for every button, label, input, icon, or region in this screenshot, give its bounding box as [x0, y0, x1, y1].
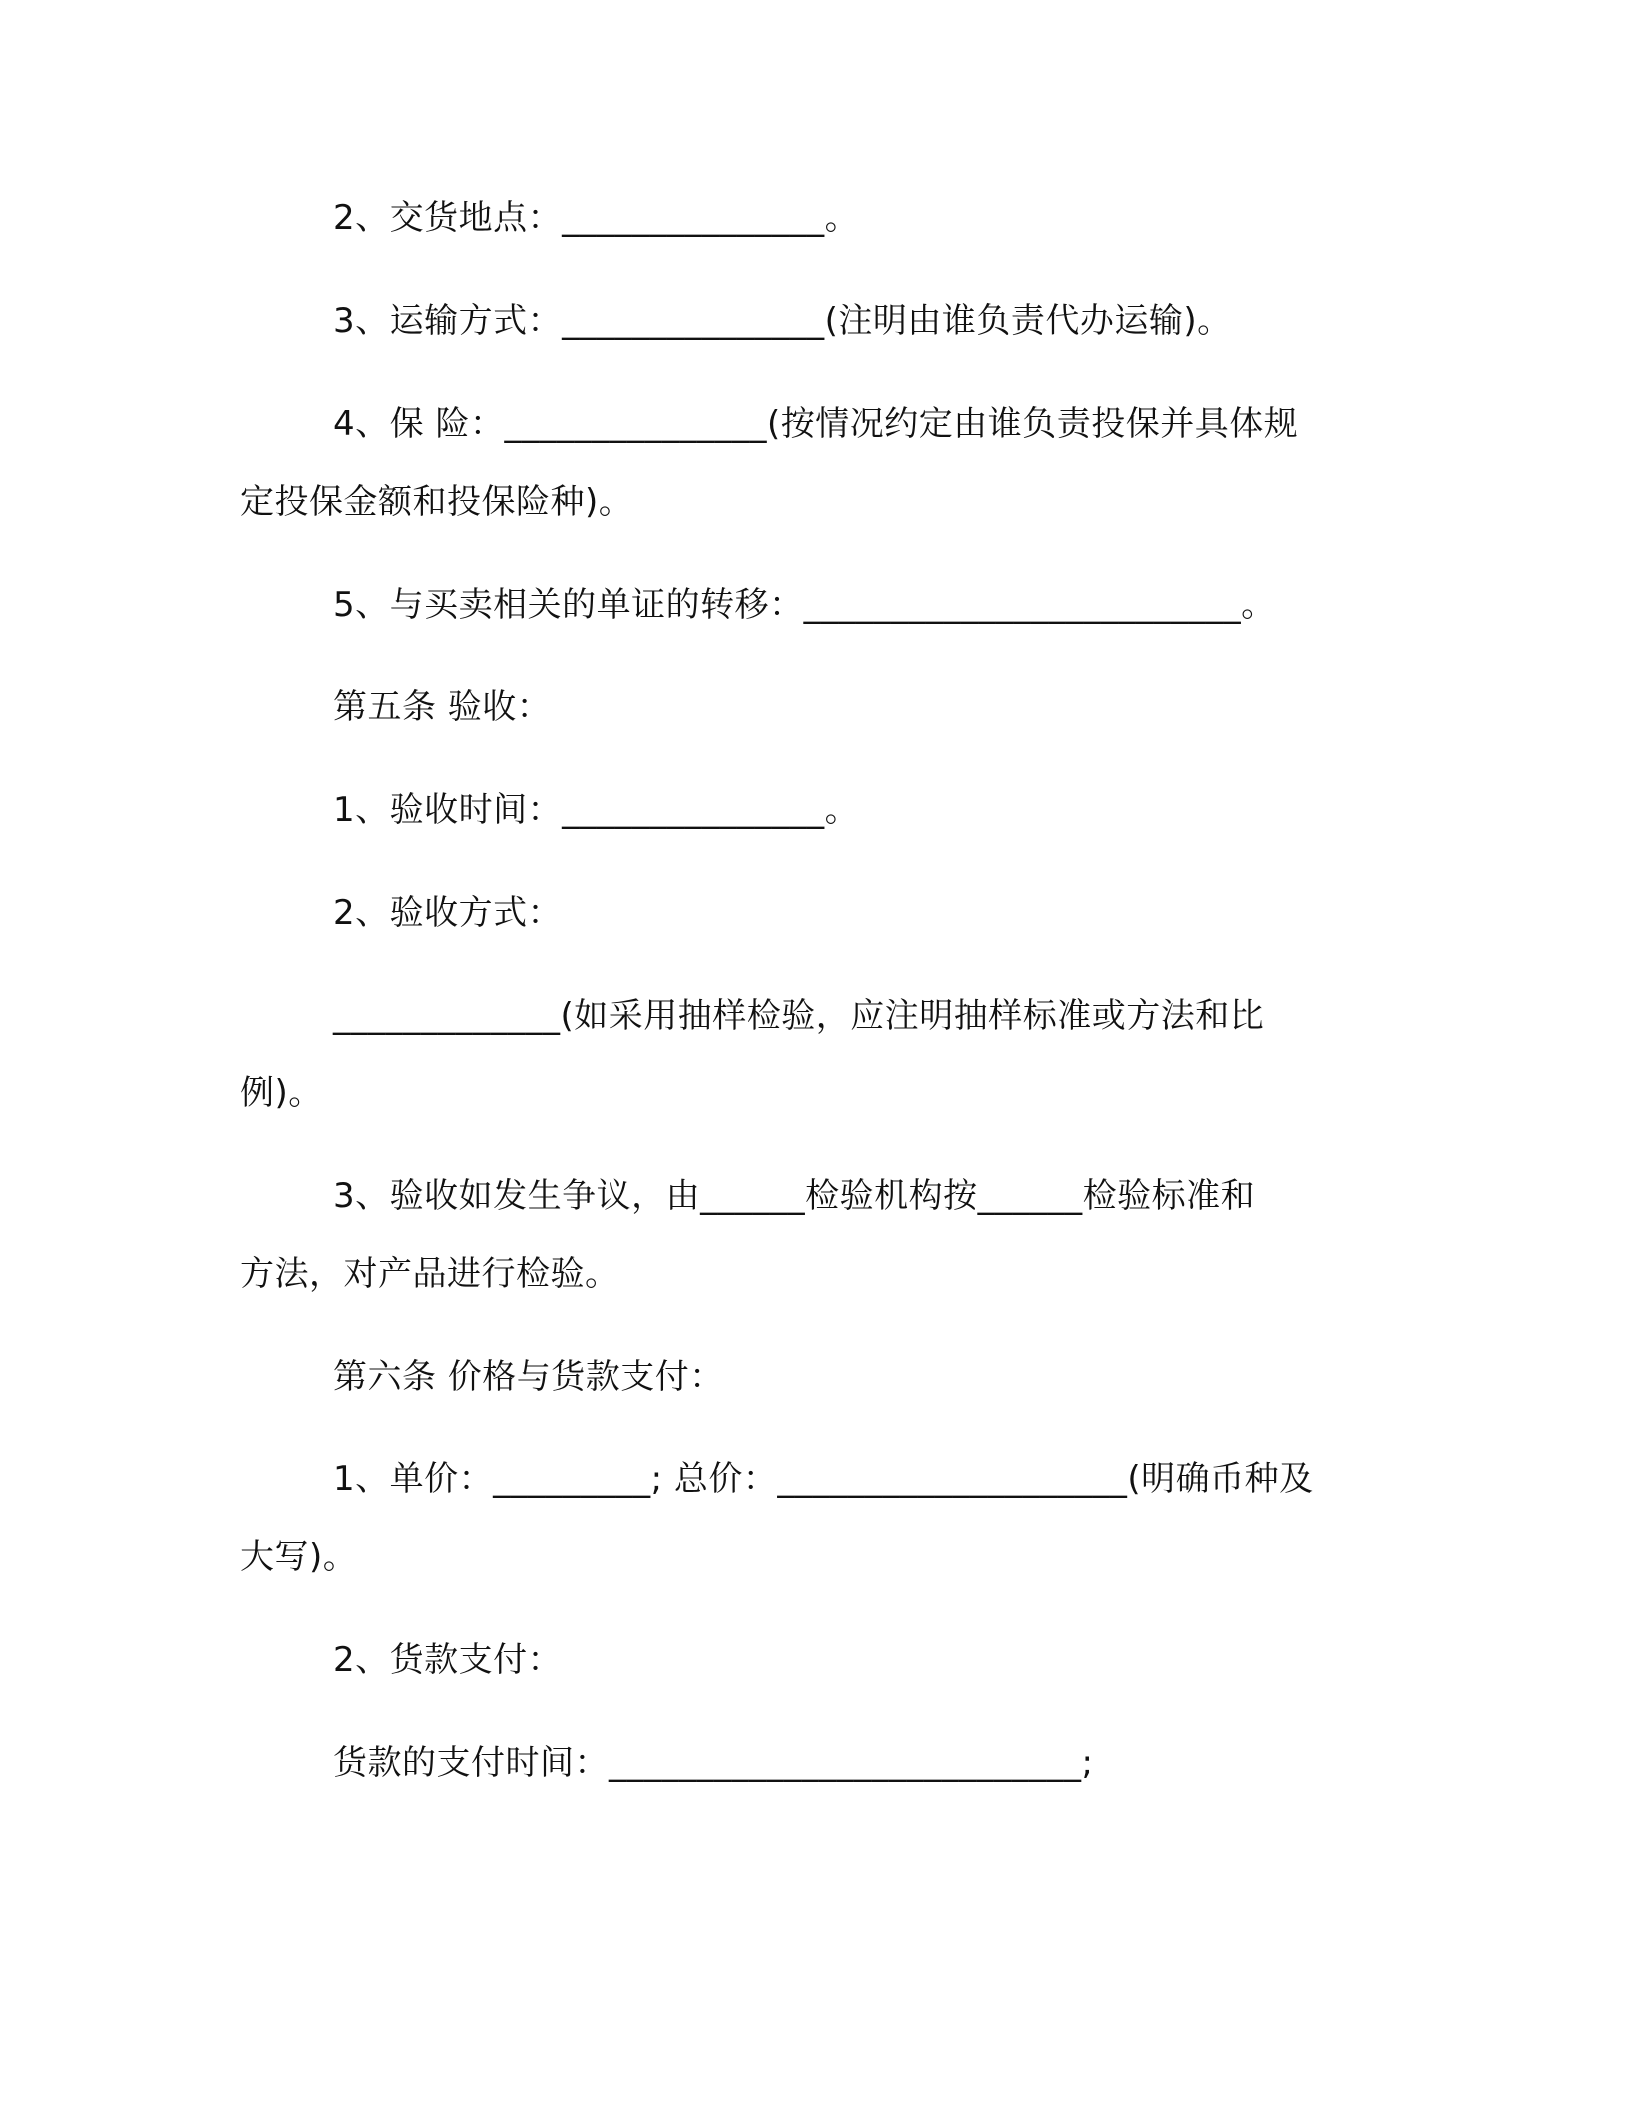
clause-inspection-method-detail: _____________(如采用抽样检验，应注明抽样标准或方法和比: [333, 996, 1265, 1036]
article-six-heading: 第六条 价格与货款支付：: [333, 1357, 724, 1397]
clause-delivery-location: 2、交货地点：_______________。: [333, 198, 860, 238]
clause-inspection-dispute: 3、验收如发生争议，由______检验机构按______检验标准和: [333, 1176, 1256, 1216]
clause-unit-and-total-price-continued: 大写)。: [240, 1537, 358, 1577]
clause-inspection-time: 1、验收时间：_______________。: [333, 790, 860, 830]
clause-insurance: 4、保 险：_______________(按情况约定由谁负责投保并具体规: [333, 404, 1299, 444]
article-five-heading: 第五条 验收：: [333, 687, 552, 727]
clause-payment: 2、货款支付：: [333, 1640, 563, 1680]
clause-inspection-method-detail-continued: 例)。: [240, 1073, 323, 1113]
clause-insurance-continued: 定投保金额和投保险种)。: [240, 482, 634, 522]
clause-inspection-method: 2、验收方式：: [333, 893, 563, 933]
clause-payment-time: 货款的支付时间：___________________________;: [333, 1743, 1094, 1783]
clause-document-transfer: 5、与买卖相关的单证的转移：_________________________。: [333, 585, 1276, 625]
clause-transport-method: 3、运输方式：_______________(注明由谁负责代办运输)。: [333, 301, 1232, 341]
clause-inspection-dispute-continued: 方法，对产品进行检验。: [240, 1254, 620, 1294]
clause-unit-and-total-price: 1、单价：_________; 总价：____________________(明确币种及: [333, 1459, 1314, 1499]
